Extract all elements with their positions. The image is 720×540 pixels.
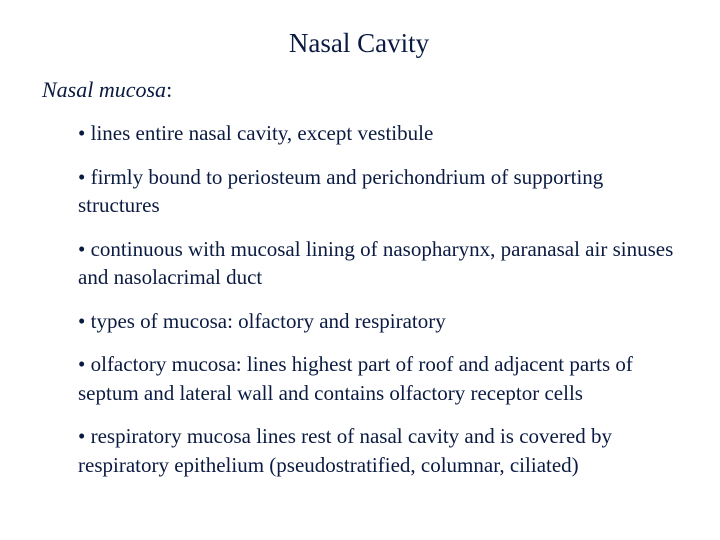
section-heading-colon: : [166, 77, 173, 102]
bullet-item [78, 119, 678, 148]
bullet-text: olfactory mucosa: lines highest part of roof and adjacent parts of septum and lateral wall and contains olfactory receptor cells [78, 352, 633, 405]
bullet-marker: • [78, 164, 86, 189]
section-heading [42, 76, 172, 104]
bullet-marker: • [78, 121, 86, 145]
bullet-text: types of mucosa: olfactory and respiratory [90, 308, 446, 333]
bullet-item [78, 307, 678, 336]
slide-title [0, 25, 720, 61]
bullet-marker: • [78, 308, 86, 333]
bullet-text: continuous with mucosal lining of nasopharynx, paranasal air sinuses and nasolacrimal duct [78, 236, 674, 289]
bullet-item [78, 163, 678, 220]
section-heading-term: Nasal mucosa [42, 77, 167, 102]
bullet-list [78, 119, 678, 494]
bullet-item [78, 350, 678, 407]
bullet-item [78, 235, 678, 292]
bullet-item [78, 422, 678, 479]
bullet-text: lines entire nasal cavity, except vestibule [90, 121, 434, 145]
bullet-marker: • [78, 236, 86, 261]
bullet-text: firmly bound to periosteum and perichondrium of supporting structures [78, 164, 604, 217]
bullet-marker: • [78, 352, 86, 376]
slide-title-text: Nasal Cavity [288, 28, 430, 58]
bullet-marker: • [78, 424, 86, 448]
bullet-text: respiratory mucosa lines rest of nasal cavity and is covered by respiratory epithelium (pseudostratified, columnar, ciliated) [78, 424, 612, 477]
